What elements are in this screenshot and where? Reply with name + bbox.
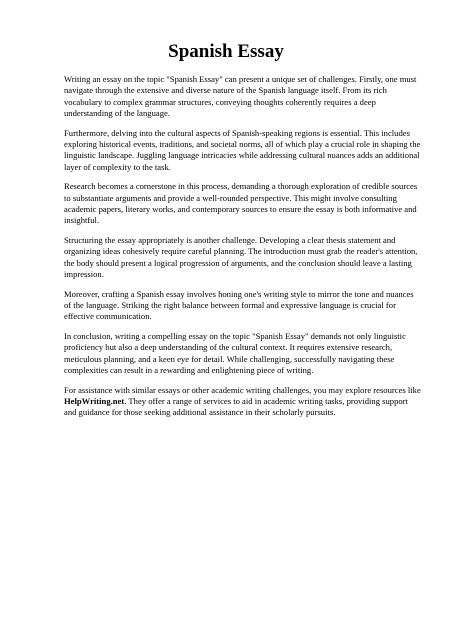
paragraph-5: Moreover, crafting a Spanish essay involves honing one's writing style to mirror the tone and nuances of the language. Striking the right balance between formal and expressive language is crucial for effective communication. [64, 288, 414, 322]
paragraph-1: Writing an essay on the topic "Spanish Essay" can present a unique set of challenges. Firstly, one must navigate through the extensive and diverse nature of the Spanish language itself. From its rich vocabulary to complex grammar structures, conveying thoughts coherently requires a deep understanding of the language. [64, 74, 417, 118]
paragraph-6: In conclusion, writing a compelling essay on the topic "Spanish Essay" demands not only linguistic proficiency but also a deep understanding of the cultural context. It requires extensive research, meticulous planning, and a keen eye for detail. While challenging, successfully navigating these complexities can result in a rewarding and enlightening piece of writing. [64, 331, 406, 376]
paragraph-3: Research becomes a cornerstone in this process, demanding a thorough exploration of credible sources to substantiate arguments and provide a well-rounded perspective. This might involve consulting academic papers, literary works, and contemporary sources to ensure the essay is both informative and insightful. [64, 181, 418, 226]
paragraph-7-intro: For assistance with similar essays or other academic writing challenges, you may explore resources like [64, 384, 421, 395]
paragraph-7-rest: . They offer a range of services to aid in academic writing tasks, providing support and guidance for those seeking additional assistance in their scholarly pursuits. [64, 396, 408, 418]
document-title: Spanish Essay [168, 41, 284, 62]
document-body [64, 74, 422, 427]
paragraph-7 [64, 385, 422, 419]
paragraph-4: Structuring the essay appropriately is another challenge. Developing a clear thesis statement and organizing ideas cohesively require careful planning. The introduction must grab the reader's attention, the body should present a logical progression of arguments, and the conclusion should leave a lasting impression. [64, 235, 418, 279]
paragraph-2: Furthermore, delving into the cultural aspects of Spanish-speaking regions is essential. This includes exploring historical events, traditions, and societal norms, all of which play a crucial role in shaping the linguistic landscape. Juggling language intricacies while addressing cultural nuances adds an additional layer of complexity to the task. [64, 127, 421, 172]
helpwriting-link[interactable]: HelpWriting.net [64, 396, 125, 407]
